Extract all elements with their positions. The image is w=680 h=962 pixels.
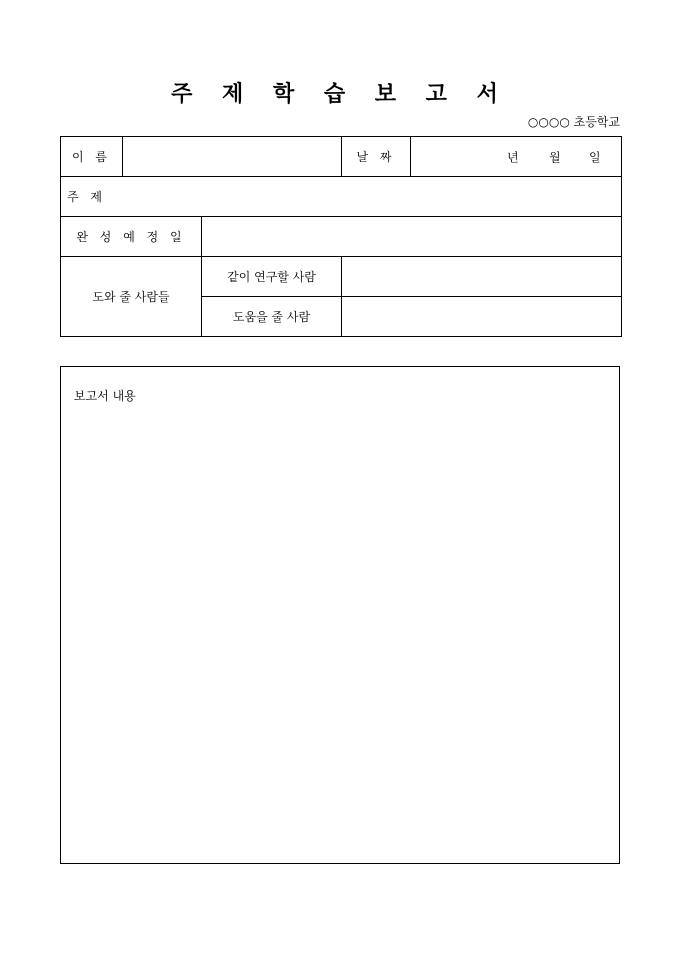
school-name: ○○○○ 초등학교: [527, 115, 620, 129]
topic-field[interactable]: [61, 177, 622, 217]
helpers-row-1: [61, 257, 622, 297]
name-date-row: [61, 137, 622, 177]
topic-label: 주 제: [67, 190, 106, 204]
date-month-label: 월: [549, 150, 561, 164]
helpers-label: 도와 줄 사람들: [61, 257, 202, 337]
assistant-label: 도움을 줄 사람: [202, 297, 342, 337]
co-researcher-label: 같이 연구할 사람: [202, 257, 342, 297]
report-content-label: 보고서 내용: [74, 389, 136, 403]
name-label: 이 름: [61, 137, 123, 177]
due-date-row: [61, 217, 622, 257]
date-year-label: 년: [507, 150, 519, 164]
due-date-label: 완 성 예 정 일: [61, 217, 202, 257]
co-researcher-field[interactable]: [342, 257, 622, 297]
due-date-field[interactable]: [202, 217, 622, 257]
assistant-field[interactable]: [342, 297, 622, 337]
date-day-label: 일: [589, 150, 601, 164]
page-title: 주 제 학 습 보 고 서: [171, 81, 509, 107]
date-label: 날 짜: [342, 137, 411, 177]
info-table: [60, 136, 622, 337]
date-field[interactable]: [411, 137, 622, 177]
report-content-box[interactable]: [60, 366, 620, 864]
topic-row: [61, 177, 622, 217]
name-field[interactable]: [123, 137, 342, 177]
